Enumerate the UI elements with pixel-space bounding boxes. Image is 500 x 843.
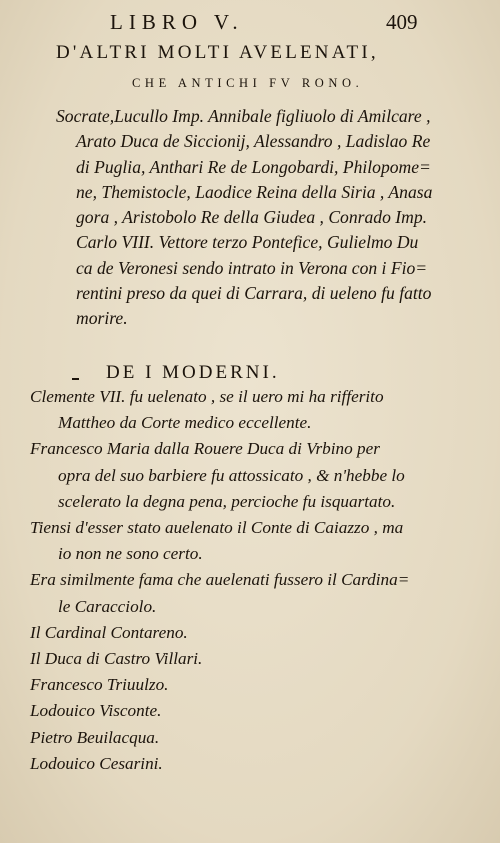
section-title-moderni: DE I MODERNI. [106, 362, 280, 383]
entry-line: opra del suo barbiere fu attossicato , & n'hebbe lo [58, 465, 405, 485]
page-number: 409 [386, 10, 418, 34]
entry-line: Francesco Triuulzo. [30, 675, 169, 695]
list-item [30, 751, 470, 777]
list-item [30, 436, 470, 515]
paragraph-line: Carlo VIII. Vettore terzo Pontefice, Gulielmo Du [76, 232, 419, 253]
entry-line: Francesco Maria dalla Rouere Duca di Vrbino per [30, 439, 380, 459]
paragraph-line: ne, Themistocle, Laodice Reina della Siria , Anasa [76, 181, 433, 202]
paragraph-line: gora , Aristobolo Re della Giudea , Conrado Imp. [76, 207, 428, 228]
entry-line: Era similmente fama che auelenati fussero il Cardina= [30, 570, 410, 590]
paragraph-line: Socrate,Lucullo Imp. Annibale figliuolo di Amilcare , [56, 106, 431, 126]
entry-line: le Caracciolo. [58, 596, 157, 616]
entry-line: Mattheo da Corte medico eccellente. [58, 413, 312, 433]
paragraph-line: di Puglia, Anthari Re de Longobardi, Philopome= [76, 156, 431, 177]
margin-mark [72, 378, 79, 380]
list-item [30, 646, 470, 672]
entry-line: scelerato la degna pena, percioche fu isquartato. [58, 491, 396, 511]
entry-line: Lodouico Cesarini. [30, 753, 163, 773]
list-item [30, 384, 470, 436]
paragraph-line: rentini preso da quei di Carrara, di ueleno fu fatto [76, 283, 432, 304]
entry-line: Il Duca di Castro Villari. [30, 649, 203, 669]
running-header [0, 4, 500, 36]
entry-line: Clemente VII. fu uelenato , se il uero mi ha rifferito [30, 387, 384, 406]
section-title-avelenati: D'ALTRI MOLTI AVELENATI, [56, 42, 379, 63]
paragraph-line: ca de Veronesi sendo intrato in Verona con i Fio= [76, 257, 428, 278]
moderns-list [30, 384, 470, 777]
list-item [30, 672, 470, 698]
entry-line: Tiensi d'esser stato auelenato il Conte di Caiazzo , ma [30, 518, 404, 538]
list-item [30, 725, 470, 751]
list-item [30, 698, 470, 724]
entry-line: Pietro Beuilacqua. [30, 727, 160, 747]
list-item [30, 567, 470, 619]
entry-line: io non ne sono certo. [58, 544, 203, 564]
paragraph-line: morire. [76, 308, 128, 329]
ancients-paragraph [56, 104, 456, 332]
entry-line: Lodouico Visconte. [30, 701, 162, 721]
section-subtitle-antichi: CHE ANTICHI FV RONO. [132, 76, 364, 90]
list-item [30, 515, 470, 567]
paragraph-line: Arato Duca de Siccionij, Alessandro , Ladislao Re [76, 131, 431, 152]
list-item [30, 620, 470, 646]
entry-line: Il Cardinal Contareno. [30, 622, 188, 642]
running-title: LIBRO V. [110, 10, 244, 34]
